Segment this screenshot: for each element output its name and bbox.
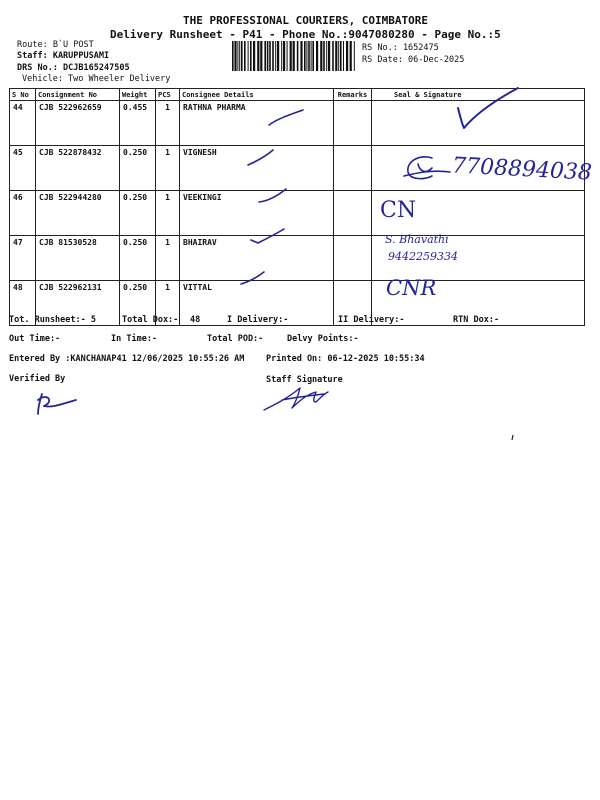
tot-runsheet: Tot. Runsheet:- 5 [9,315,96,325]
cell-pcs: 1 [156,281,180,326]
handwritten-phone-row47: 9442259334 [388,250,458,263]
checkmark-icon [265,105,315,133]
barcode-bar [283,41,285,71]
out-time: Out Time:- [9,334,61,344]
barcode-bar [300,41,302,71]
cell-sno: 47 [10,236,36,281]
cell-consignee: VIGNESH [180,146,334,191]
col-header-weight: Weight [120,89,156,101]
drs-number: DRS No.: DCJB165247505 [17,63,130,73]
cell-remarks [334,236,372,281]
barcode-bar [350,41,352,71]
barcode-bar [340,41,342,71]
total-pod: Total POD:- [207,334,264,344]
barcode-bar [312,41,314,71]
barcode-bar [244,41,246,71]
staff-signature [262,384,332,414]
cell-consignee: VITTAL [180,281,334,326]
barcode-bar [248,41,249,71]
barcode-bar [316,41,318,71]
barcode-bar [320,41,322,71]
i-delivery: I Delivery:- [227,315,289,325]
runsheet-subtitle: Delivery Runsheet - P41 - Phone No.:9047080280 - Page No.:5 [110,28,501,41]
barcode-bar [304,41,306,71]
cell-weight: 0.455 [120,101,156,146]
barcode-bar [297,41,299,71]
signature-row45 [402,150,452,186]
barcode-bar [239,41,240,71]
barcode-bar [328,41,330,71]
cell-consignee: BHAIRAV [180,236,334,281]
cell-sno: 44 [10,101,36,146]
vehicle-label: Vehicle: Two Wheeler Delivery [22,74,171,84]
handwritten-cnr-row48: CNR [386,276,437,300]
barcode-bar [272,41,274,71]
barcode-bar [250,41,252,71]
ii-delivery: II Delivery:- [338,315,405,325]
cell-sno: 48 [10,281,36,326]
total-dox-label: Total Dox:- [122,315,179,325]
cell-sno: 45 [10,146,36,191]
cell-sno: 46 [10,191,36,236]
barcode-bar [306,41,307,71]
route-label: Route: B`U POST [17,40,94,50]
table-row [10,236,585,281]
barcode-bar [275,41,276,71]
barcode-bar [264,41,266,71]
in-time: In Time:- [111,334,158,344]
cell-weight: 0.250 [120,146,156,191]
handwritten-phone-row45: 7708894038 [451,153,593,186]
cell-pcs: 1 [156,146,180,191]
staff-label: Staff: KARUPPUSAMI [17,51,110,61]
barcode-bar [290,41,292,71]
barcode-bar [257,41,259,71]
checkmark-icon [248,226,293,254]
col-header-sno: S No [10,89,36,101]
cell-consignment: CJB 81530528 [36,236,120,281]
handwritten-name-row47: S. Bhavathi [385,233,449,246]
barcode-bar [281,41,282,71]
cell-remarks [334,146,372,191]
barcode-bar [277,41,279,71]
barcode-bar [335,41,337,71]
entered-by: Entered By :KANCHANAP41 12/06/2025 10:55:26 AM [9,354,245,364]
barcode-bar [343,41,344,71]
col-header-consignment: Consignment No [36,89,120,101]
staff-signature-label: Staff Signature [266,375,343,385]
barcode-bar [234,41,236,71]
cell-consignment: CJB 522962131 [36,281,120,326]
barcode-bar [293,41,295,71]
barcode-bar [326,41,327,71]
barcode-bar [241,41,243,71]
cell-remarks [334,191,372,236]
cell-pcs: 1 [156,236,180,281]
barcode-bar [287,41,288,71]
checkmark-icon [238,268,273,290]
barcode-bar [253,41,255,71]
barcode-bar [323,41,325,71]
checkmark-icon [245,145,285,173]
cell-pcs: 1 [156,191,180,236]
cell-consignee: RATHNA PHARMA [180,101,334,146]
cell-consignment: CJB 522878432 [36,146,120,191]
verified-signature [32,390,82,416]
rtn-dox: RTN Dox:- [453,315,500,325]
cell-weight: 0.250 [120,281,156,326]
barcode-bar [308,41,310,71]
cell-pcs: 1 [156,101,180,146]
cell-weight: 0.250 [120,236,156,281]
delvy-points: Delvy Points:- [287,334,359,344]
cell-consignee: VEEKINGI [180,191,334,236]
barcode-bar [311,41,312,71]
barcode-bar [332,41,334,71]
col-header-remarks: Remarks [334,89,372,101]
barcode-bar [232,41,234,71]
barcode-bar [260,41,262,71]
verified-by-label: Verified By [9,374,66,384]
barcode-bar [338,41,339,71]
barcode [232,41,356,71]
cell-consignment: CJB 522962659 [36,101,120,146]
cell-remarks [334,101,372,146]
cell-weight: 0.250 [120,191,156,236]
barcode-bar [237,41,238,71]
barcode-bar [354,41,355,71]
barcode-bar [267,41,269,71]
barcode-bar [269,41,271,71]
ink-dot [510,434,516,442]
total-dox-value: 48 [190,315,201,325]
company-title: THE PROFESSIONAL COURIERS, COIMBATORE [183,14,429,27]
col-header-seal-signature: Seal & Signature [372,89,585,101]
col-header-pcs: PCS [156,89,180,101]
cell-consignment: CJB 522944280 [36,191,120,236]
col-header-consignee: Consignee Details [180,89,334,101]
signature-row44 [448,84,528,134]
rs-date: RS Date: 06-Dec-2025 [362,55,465,65]
rs-number: RS No.: 1652475 [362,43,439,53]
printed-on: Printed On: 06-12-2025 10:55:34 [266,354,425,364]
checkmark-icon [256,185,296,213]
handwritten-cn-row46: CN [380,198,417,223]
barcode-bar [346,41,348,71]
table-row [10,191,585,236]
